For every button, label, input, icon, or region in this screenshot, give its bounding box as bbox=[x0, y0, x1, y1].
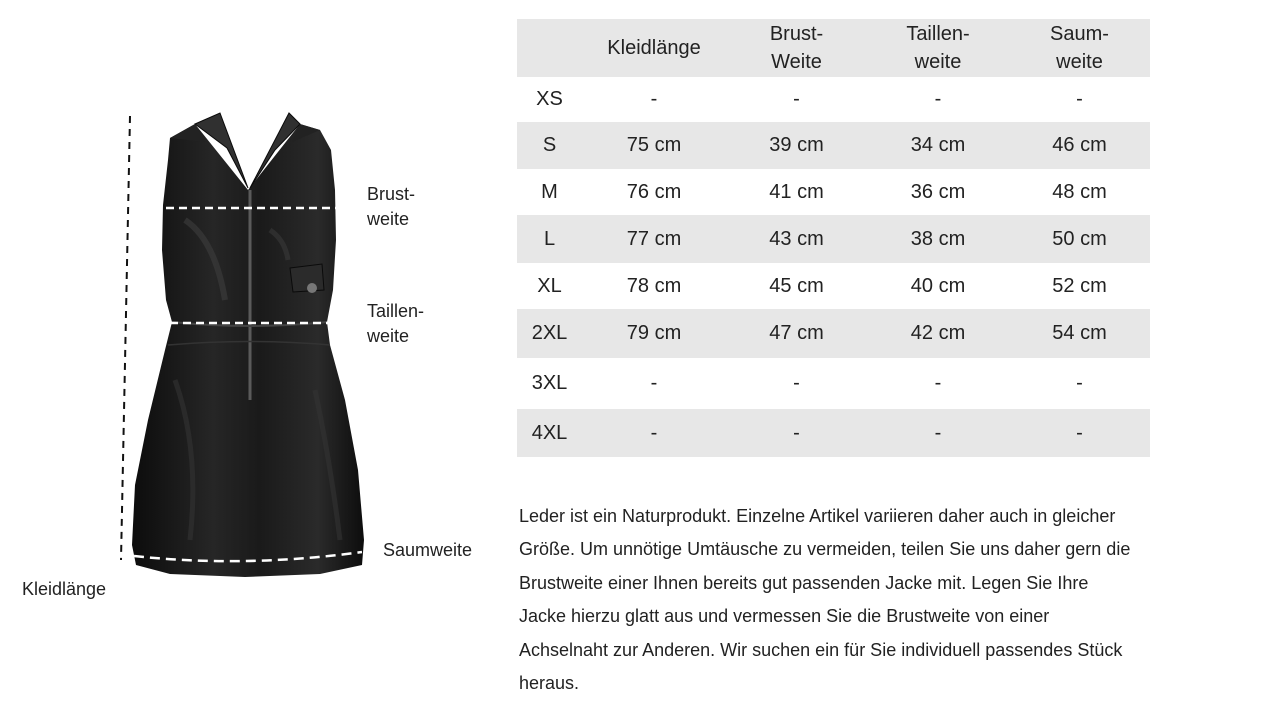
table-row bbox=[517, 263, 1150, 309]
table-row bbox=[517, 77, 1150, 122]
dress-pocket bbox=[290, 264, 324, 292]
bust-width-cell: - bbox=[793, 421, 800, 444]
size-cell: 3XL bbox=[531, 372, 568, 394]
header-waist-width: Taillen- weite bbox=[906, 23, 970, 73]
header-size bbox=[517, 19, 582, 77]
dress-drawing bbox=[0, 0, 510, 720]
size-cell: S bbox=[542, 134, 557, 156]
hem-width-cell: 48 cm bbox=[1052, 180, 1107, 203]
hem-width-cell: 50 cm bbox=[1052, 227, 1107, 250]
dress-length-cell: 75 cm bbox=[626, 134, 682, 156]
dress-length-cell: 76 cm bbox=[626, 180, 682, 203]
hem-width-cell: 54 cm bbox=[1052, 322, 1107, 344]
dress-length-cell: - bbox=[650, 372, 658, 394]
size-cell: XS bbox=[536, 88, 563, 110]
hem-width-cell: - bbox=[1076, 88, 1083, 110]
bust-width-cell: 45 cm bbox=[769, 274, 824, 297]
table-row bbox=[517, 409, 1150, 457]
dress-illustration bbox=[0, 0, 510, 720]
leather-note-paragraph: Leder ist ein Naturprodukt. Einzelne Artikel variieren daher auch in gleicher Größe. Um unnötige Umtäusche zu vermeiden, teilen Sie uns daher gern die Brustweite einer Ihnen bereits gut passenden Jacke mit. Legen Sie Ihre Jacke hierzu glatt aus und vermessen Sie die Brustweite von einer Achselnaht zur Anderen. Wir suchen ein für Sie individuell passendes Stück heraus. bbox=[519, 506, 1131, 694]
length-measure-line bbox=[121, 116, 130, 560]
bust-width-cell: 39 cm bbox=[769, 134, 824, 156]
hem-width-label: Saumweite bbox=[383, 540, 473, 560]
dress-length-cell: 79 cm bbox=[626, 322, 682, 344]
size-cell: XL bbox=[537, 274, 562, 297]
dress-length-cell: 78 cm bbox=[626, 274, 682, 297]
waist-width-cell: 34 cm bbox=[910, 134, 966, 156]
dress-length-cell: - bbox=[650, 88, 658, 110]
bust-width-cell: 47 cm bbox=[769, 322, 824, 344]
size-table bbox=[517, 19, 1150, 457]
size-cell: 4XL bbox=[531, 421, 568, 444]
size-cell: L bbox=[543, 227, 556, 250]
dress-length-label: Kleidlänge bbox=[22, 579, 107, 599]
table-row bbox=[517, 358, 1150, 409]
header-bust-width: Brust- Weite bbox=[769, 23, 824, 73]
dress-length-cell: 77 cm bbox=[626, 227, 682, 250]
waist-width-cell: - bbox=[934, 88, 942, 110]
waist-width-cell: - bbox=[934, 372, 942, 394]
waist-width-cell: 36 cm bbox=[910, 180, 966, 203]
hem-width-cell: - bbox=[1076, 421, 1083, 444]
size-cell: M bbox=[541, 180, 558, 203]
table-header-row bbox=[517, 19, 1150, 77]
hem-width-cell: - bbox=[1076, 372, 1083, 394]
bust-width-cell: - bbox=[793, 372, 800, 394]
bust-width-label: Brust- weite bbox=[367, 184, 416, 229]
bust-width-cell: 41 cm bbox=[769, 180, 824, 203]
waist-width-cell: 42 cm bbox=[910, 322, 966, 344]
size-cell: 2XL bbox=[531, 322, 568, 344]
waist-width-label: Taillen- weite bbox=[367, 301, 425, 346]
bust-width-cell: 43 cm bbox=[769, 227, 824, 250]
waist-width-cell: 38 cm bbox=[910, 227, 966, 250]
dress-length-cell: - bbox=[650, 421, 658, 444]
hem-width-cell: 52 cm bbox=[1052, 274, 1107, 297]
header-hem-width: Saum- weite bbox=[1050, 23, 1109, 73]
table-row bbox=[517, 122, 1150, 169]
header-dress-length: Kleidlänge bbox=[607, 37, 701, 59]
dress-body bbox=[132, 124, 364, 577]
table-row bbox=[517, 169, 1150, 215]
waist-width-cell: 40 cm bbox=[910, 274, 966, 297]
dress-button bbox=[307, 283, 317, 293]
hem-width-cell: 46 cm bbox=[1052, 134, 1107, 156]
waist-width-cell: - bbox=[934, 421, 942, 444]
table-row bbox=[517, 215, 1150, 263]
bust-width-cell: - bbox=[793, 88, 800, 110]
table-row bbox=[517, 309, 1150, 358]
